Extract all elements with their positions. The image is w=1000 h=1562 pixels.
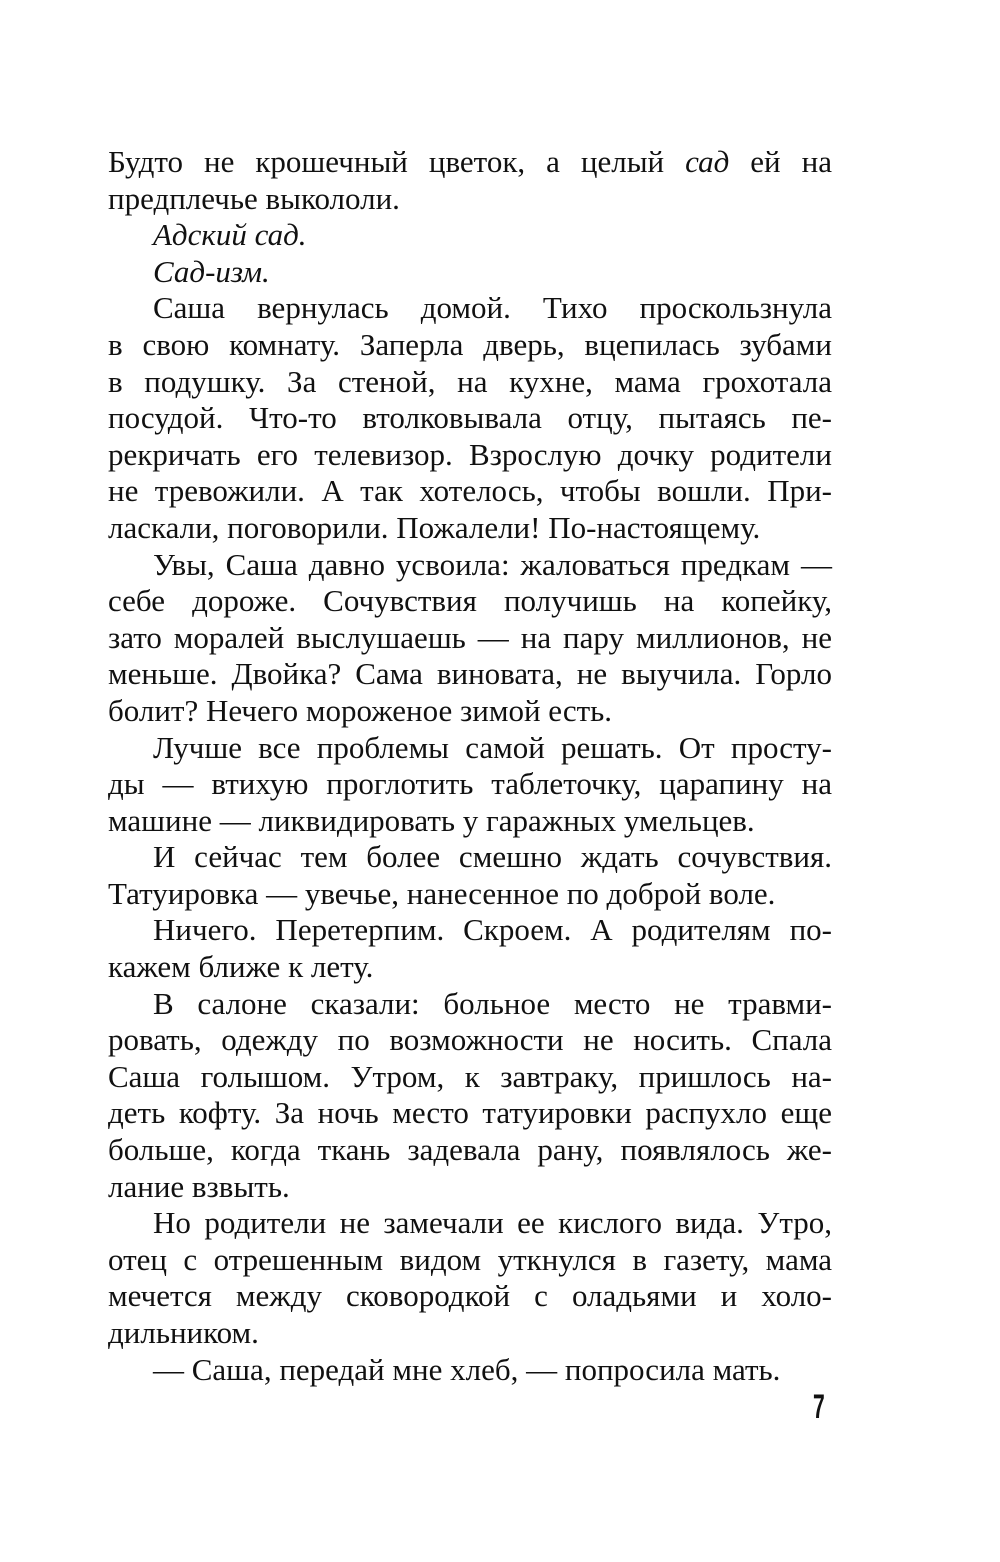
text-line: предплечье выкололи. [108, 180, 400, 216]
text-line: Увы, Саша давно усвоила: жаловаться предкам — [153, 546, 832, 582]
text-line: не тревожили. А так хотелось, чтобы вошли. При- [108, 473, 832, 509]
text-line: меньше. Двойка? Сама виновата, не выучила. Горло [108, 656, 832, 692]
italic-line: Адский сад. [153, 217, 307, 253]
text-line: ды — втихую проглотить таблеточку, царапину на [108, 766, 832, 802]
book-page-text [108, 144, 832, 1388]
italic-line: Сад-изм. [153, 253, 270, 289]
text-line: деть кофту. За ночь место татуировки распухло еще [108, 1095, 832, 1131]
text-line: И сейчас тем более смешно ждать сочувствия. [153, 839, 832, 875]
text-line: Будто не крошечный цветок, а целый сад ей на [108, 144, 832, 179]
emphasis-word: сад [685, 144, 730, 179]
page-number: 7 [813, 1388, 825, 1426]
text-line: посудой. Что-то втолковывала отцу, пытаясь пе- [108, 400, 832, 436]
text-line: болит? Нечего мороженое зимой есть. [108, 692, 613, 728]
text-line: зато моралей выслушаешь — на пару миллионов, не [108, 619, 832, 655]
text-line: себе дороже. Сочувствия получишь на копейку, [108, 583, 832, 619]
text-line: — Саша, передай мне хлеб, — попросила мать. [153, 1351, 781, 1387]
text-line: мечется между сковородкой с оладьями и холо- [108, 1278, 832, 1314]
text-line: Ничего. Перетерпим. Скроем. А родителям по- [153, 912, 832, 948]
text-line: рекричать его телевизор. Взрослую дочку родители [108, 436, 832, 472]
text-line: дильником. [108, 1315, 259, 1350]
text-line: Но родители не замечали ее кислого вида. Утро, [153, 1205, 832, 1241]
text-line: Саша голышом. Утром, к завтраку, пришлось на- [108, 1058, 832, 1094]
text-line: в подушку. За стеной, на кухне, мама грохотала [108, 363, 832, 399]
text-line: отец с отрешенным видом уткнулся в газету, мама [108, 1241, 832, 1277]
text-line: Лучше все проблемы самой решать. От просту- [153, 729, 832, 765]
text-line: в свою комнату. Заперла дверь, вцепилась зубами [108, 326, 832, 362]
text-line: ровать, одежду по возможности не носить. Спала [108, 1022, 832, 1058]
text-line: лание взвыть. [108, 1168, 290, 1204]
text-line: кажем ближе к лету. [108, 949, 374, 985]
text-line: машине — ликвидировать у гаражных умельцев. [108, 802, 755, 838]
text-line: В салоне сказали: больное место не травми- [153, 985, 832, 1021]
text-line: ласкали, поговорили. Пожалели! По-настоящему. [108, 509, 761, 545]
text-line: Татуировка — увечье, нанесенное по доброй воле. [108, 875, 776, 911]
text-line: Саша вернулась домой. Тихо проскользнула [153, 290, 832, 326]
text-line: больше, когда ткань задевала рану, появлялось же- [108, 1132, 832, 1168]
